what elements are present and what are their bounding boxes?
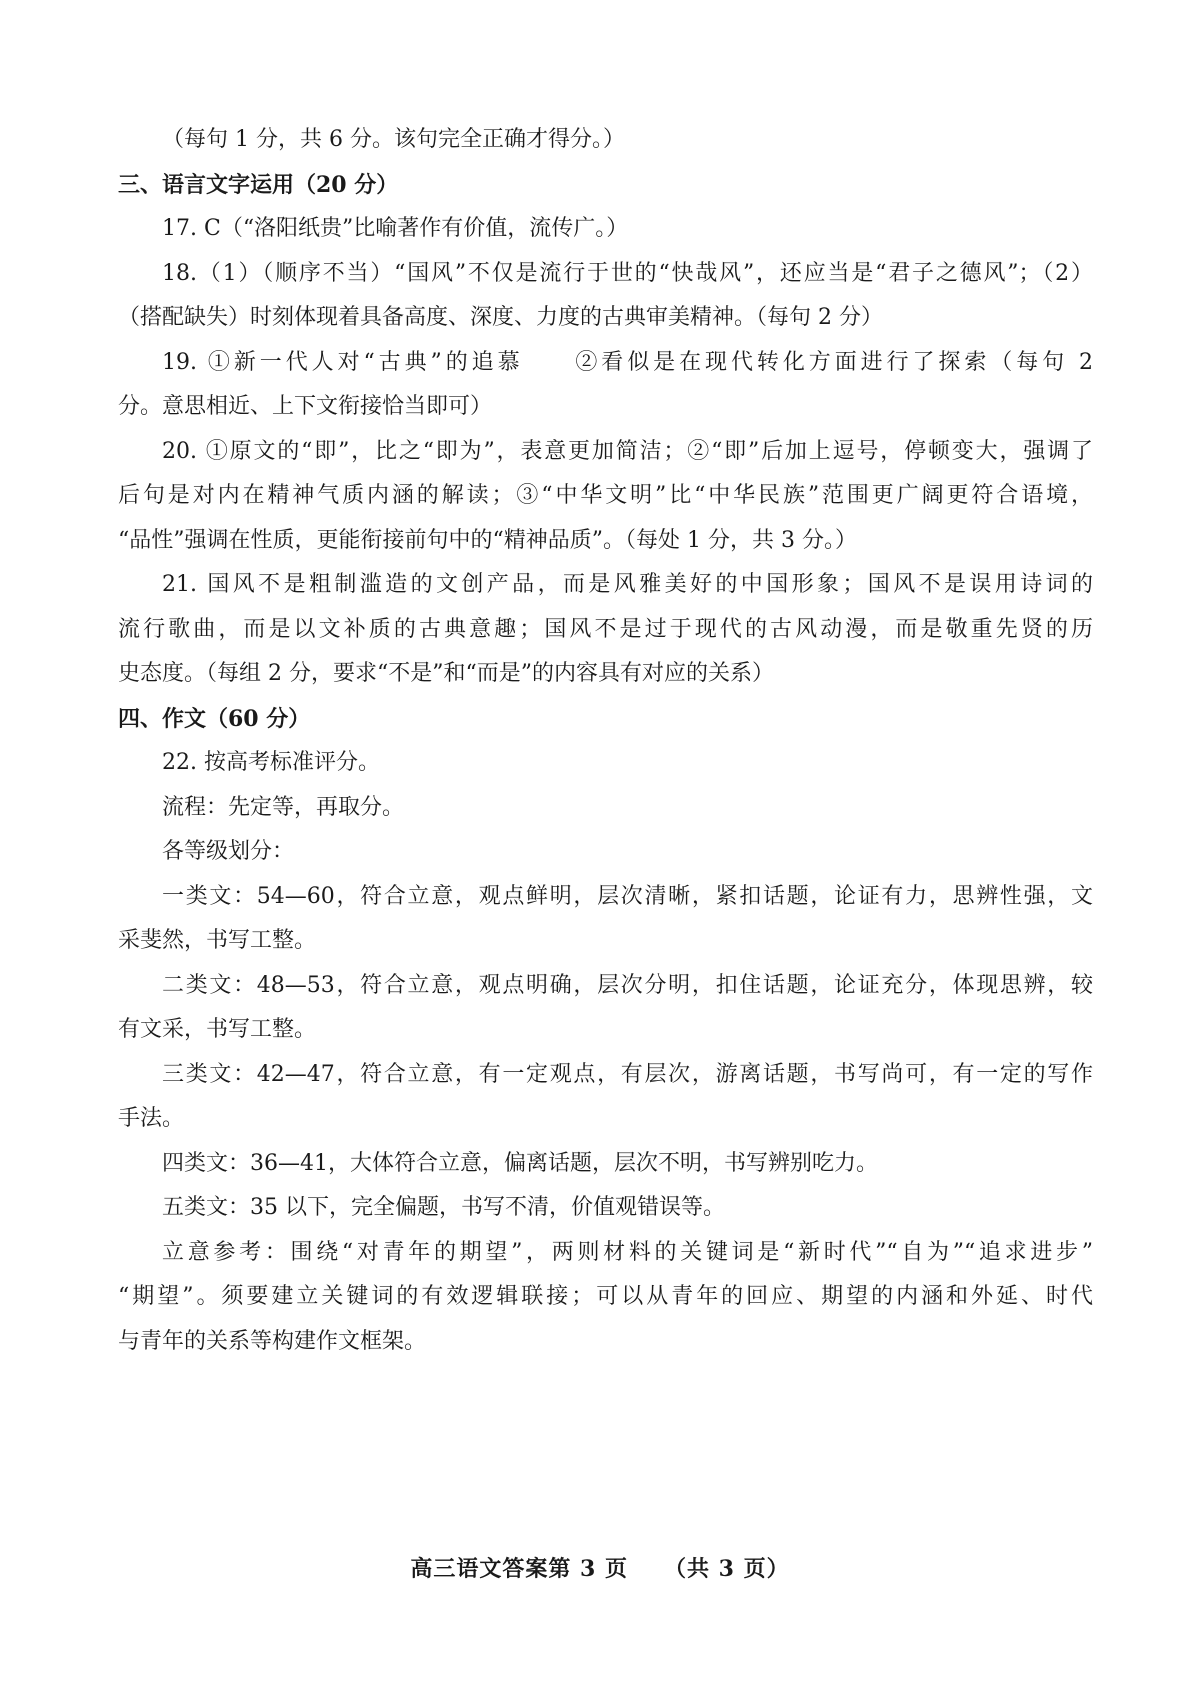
answer-22: 22. 按高考标准评分。 <box>162 750 380 775</box>
grade-2-line2: 有文采，书写工整。 <box>118 1017 317 1042</box>
grade-3-line1: 三类文：42—47，符合立意，有一定观点，有层次，游离话题，书写尚可，有一定的写作 <box>162 1061 1093 1087</box>
answer-21-line2: 流行歌曲，而是以文补质的古典意趣；国风不是过于现代的古风动漫，而是敬重先贤的历 <box>118 616 1093 642</box>
answer-17: 17. C（“洛阳纸贵”比喻著作有价值，流传广。） <box>162 216 629 241</box>
grade-1-line1: 一类文：54—60，符合立意，观点鲜明，层次清晰，紧扣话题，论证有力，思辨性强，文 <box>162 883 1093 909</box>
theme-reference-line2: “期望”。须要建立关键词的有效逻辑联接；可以从青年的回应、期望的内涵和外延、时代 <box>118 1284 1093 1309</box>
answer-18-line1: 18.（1）（顺序不当）“国风”不仅是流行于世的“快哉风”，还应当是“君子之德风”；（2） <box>162 260 1093 286</box>
answer-content <box>118 118 1093 1364</box>
answer-20-line2: 后句是对内在精神气质内涵的解读；③“中华文明”比“中华民族”范围更广阔更符合语境， <box>118 483 1093 508</box>
answer-21-line3: 史态度。（每组 2 分，要求“不是”和“而是”的内容具有对应的关系） <box>118 661 774 686</box>
grade-5: 五类文：35 以下，完全偏题，书写不清，价值观错误等。 <box>162 1195 725 1220</box>
answer-20-line1: 20. ①原文的“即”，比之“即为”，表意更加简洁；②“即”后加上逗号，停顿变大，强调了 <box>162 438 1093 464</box>
section-heading-essay: 四、作文（60 分） <box>118 705 311 732</box>
theme-reference-line3: 与青年的关系等构建作文框架。 <box>118 1328 427 1354</box>
answer-19-line2: 分。意思相近、上下文衔接恰当即可） <box>118 394 493 419</box>
grade-4: 四类文：36—41，大体符合立意，偏离话题，层次不明，书写辨别吃力。 <box>162 1150 878 1176</box>
score-note-line: （每句 1 分，共 6 分。该句完全正确才得分。） <box>162 127 625 152</box>
grading-process: 流程：先定等，再取分。 <box>162 794 405 820</box>
answer-20-line3: “品性”强调在性质，更能衔接前句中的“精神品质”。（每处 1 分，共 3 分。） <box>118 527 857 553</box>
page-footer <box>0 1552 1200 1583</box>
grade-2-line1: 二类文：48—53，符合立意，观点明确，层次分明，扣住话题，论证充分，体现思辨，较 <box>162 972 1093 998</box>
section-heading-language: 三、语言文字运用（20 分） <box>118 171 399 198</box>
page-number-label: 高三语文答案第 3 页 <box>410 1556 628 1582</box>
grade-3-line2: 手法。 <box>118 1106 185 1131</box>
answer-21-line1: 21. 国风不是粗制滥造的文创产品，而是风雅美好的中国形象；国风不是误用诗词的 <box>162 572 1093 597</box>
total-pages-label: （共 3 页） <box>664 1556 790 1582</box>
answer-18-line2: （搭配缺失）时刻体现着具备高度、深度、力度的古典审美精神。（每句 2 分） <box>118 305 883 330</box>
answer-19-line1: 19. ①新一代人对“古典”的追慕 ②看似是在现代转化方面进行了探索（每句 2 <box>162 349 1093 375</box>
grade-1-line2: 采斐然，书写工整。 <box>118 928 317 953</box>
grade-levels-heading: 各等级划分： <box>162 839 295 864</box>
theme-reference-line1: 立意参考：围绕“对青年的期望”，两则材料的关键词是“新时代”“自为”“追求进步” <box>162 1239 1093 1265</box>
